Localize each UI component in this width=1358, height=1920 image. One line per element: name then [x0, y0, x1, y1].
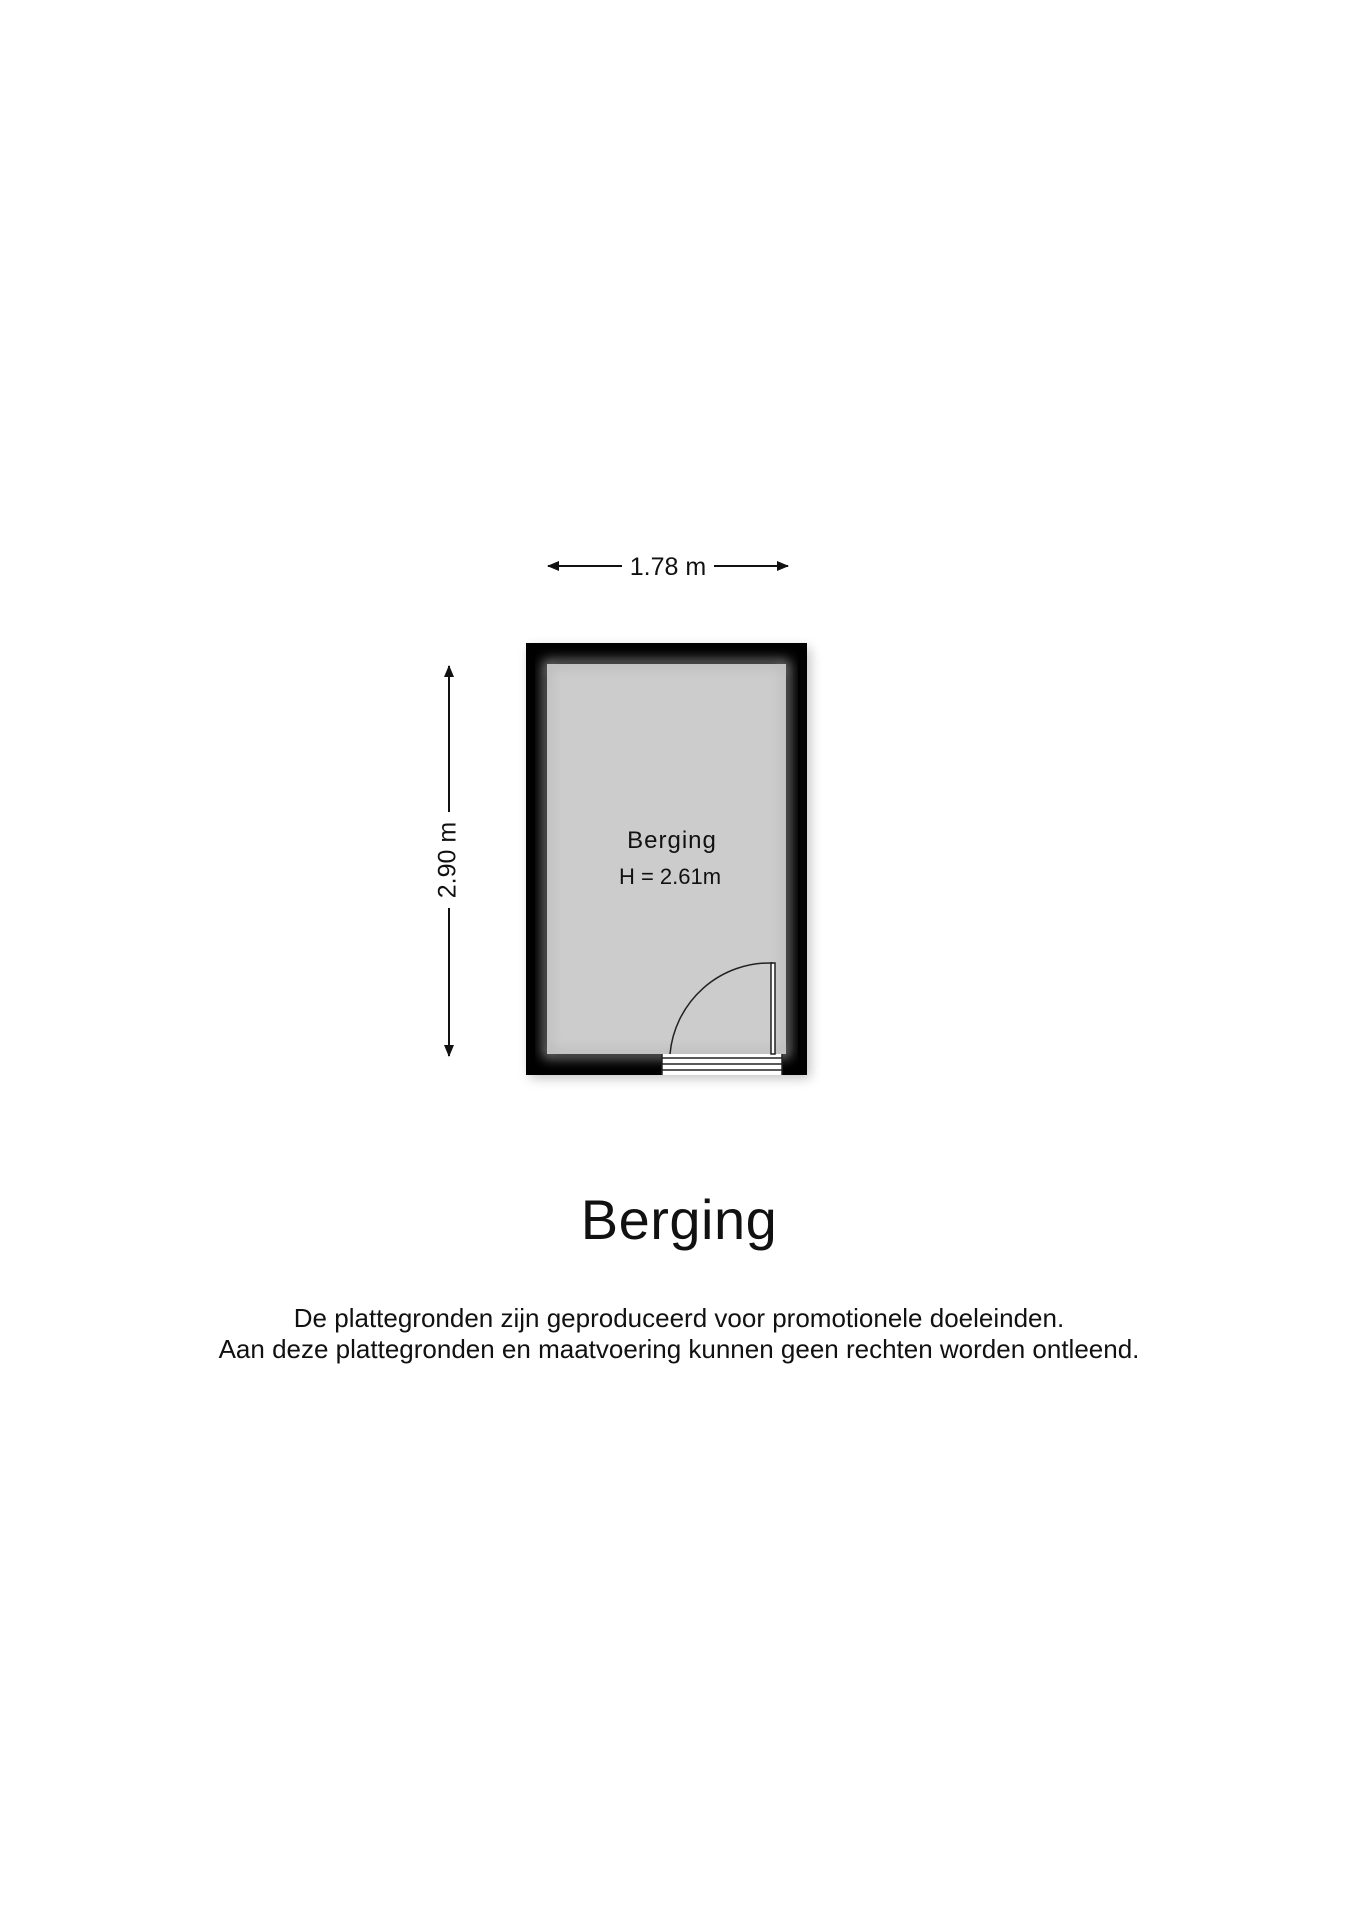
width-dimension-label: 1.78 m	[629, 553, 707, 581]
room-berging	[526, 643, 810, 1078]
height-dimension-label: 2.90 m	[433, 821, 462, 899]
door-leaf	[771, 963, 775, 1054]
height-dimension	[434, 666, 462, 1056]
floor-title: Berging	[580, 1188, 778, 1251]
disclaimer	[0, 1303, 1358, 1365]
disclaimer-line-2: Aan deze plattegronden en maatvoering kunnen geen rechten worden ontleend.	[218, 1334, 1140, 1364]
room-floor	[547, 664, 786, 1054]
room-name-label: Berging	[627, 827, 717, 854]
room-height-label: H = 2.61m	[618, 864, 722, 889]
disclaimer-line-1: De plattegronden zijn geproduceerd voor promotionele doeleinden.	[293, 1303, 1065, 1333]
width-dimension	[548, 553, 788, 581]
